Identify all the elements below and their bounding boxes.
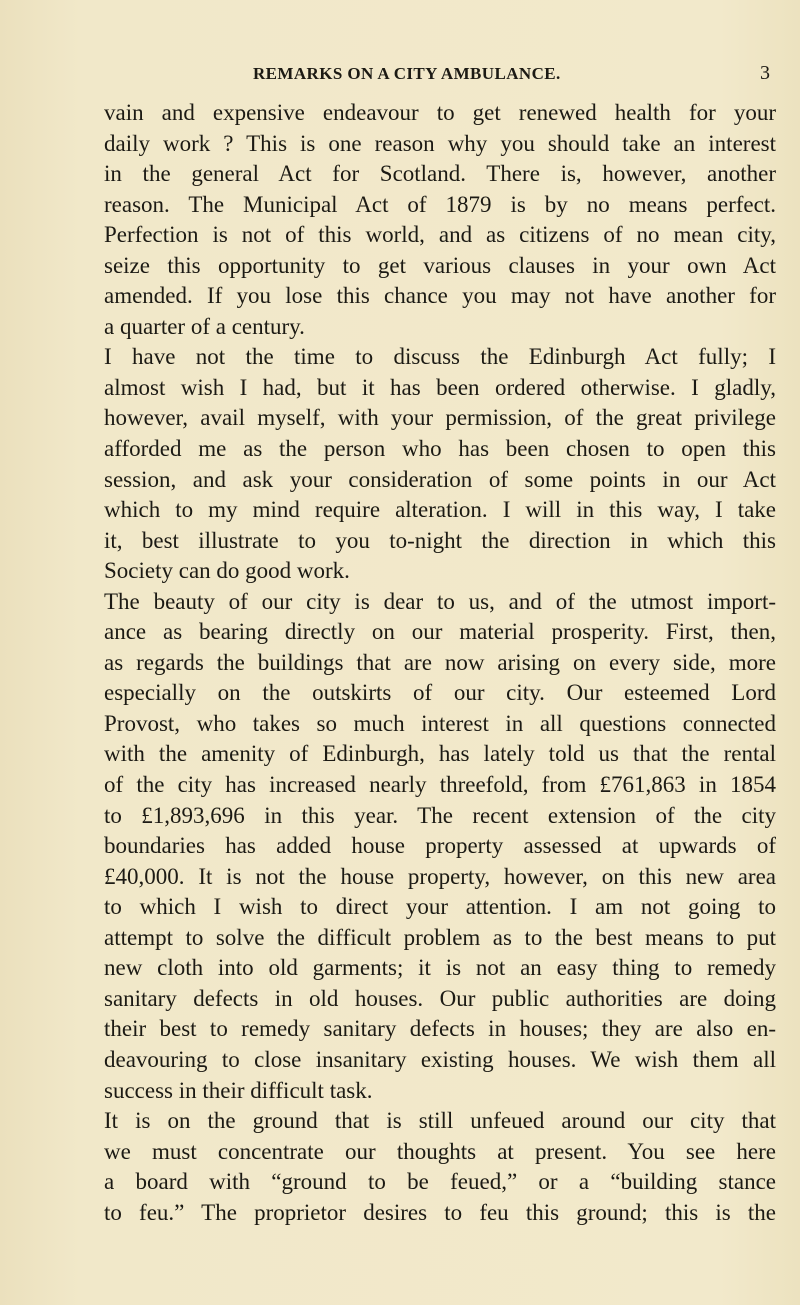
text-line: Provost, who takes so much interest in all questions connected — [104, 710, 776, 736]
text-line: seize this opportunity to get various clauses in your own Act — [104, 252, 776, 278]
running-title: REMARKS ON A CITY AMBULANCE. — [253, 64, 561, 83]
text-line: boundaries has added house property assessed at upwards of — [104, 833, 776, 859]
text-line: It is on the ground that is still unfeued around our city that — [104, 1108, 776, 1134]
running-head — [0, 64, 800, 88]
text-line: to £1,893,696 in this year. The recent extension of the city — [104, 802, 776, 828]
text-line: The beauty of our city is dear to us, and of the utmost import- — [104, 588, 776, 614]
text-line: I have not the time to discuss the Edinburgh Act fully; I — [104, 344, 776, 370]
body-text — [104, 98, 776, 1228]
text-line: deavouring to close insanitary existing houses. We wish them all — [104, 1046, 776, 1072]
text-line: sanitary defects in old houses. Our public authorities are doing — [104, 985, 776, 1011]
text-line: vain and expensive endeavour to get renewed health for your — [104, 100, 776, 125]
text-line: daily work ? This is one reason why you should take an interest — [104, 130, 776, 156]
text-line: to which I wish to direct your attention. I am not going to — [104, 894, 776, 920]
text-line: session, and ask your consideration of some points in our Act — [104, 466, 776, 492]
text-line: reason. The Municipal Act of 1879 is by no means perfect. — [104, 191, 776, 217]
text-line: which to my mind require alteration. I will in this way, I take — [104, 497, 776, 523]
text-line: amended. If you lose this chance you may not have another for — [104, 283, 776, 309]
text-line: especially on the outskirts of our city. Our esteemed Lord — [104, 680, 776, 706]
text-line: attempt to solve the difficult problem as to the best means to put — [104, 924, 776, 950]
text-line: we must concentrate our thoughts at present. You see here — [104, 1138, 776, 1164]
text-line: however, avail myself, with your permission, of the great privilege — [104, 405, 776, 431]
text-line: afforded me as the person who has been chosen to open this — [104, 436, 776, 462]
text-line: with the amenity of Edinburgh, has lately told us that the rental — [104, 741, 776, 767]
text-line: new cloth into old garments; it is not an easy thing to remedy — [104, 955, 776, 981]
text-line: success in their difficult task. — [104, 1077, 373, 1103]
text-line: it, best illustrate to you to-night the direction in which this — [104, 527, 776, 553]
text-line: £40,000. It is not the house property, however, on this new area — [104, 863, 776, 889]
page-number: 3 — [760, 62, 770, 84]
text-line: Society can do good work. — [104, 558, 350, 584]
text-line: to feu.” The proprietor desires to feu this ground; this is the — [104, 1199, 776, 1225]
text-line: of the city has increased nearly threefold, from £761,863 in 1854 — [104, 772, 776, 798]
text-line: Perfection is not of this world, and as citizens of no mean city, — [104, 222, 776, 248]
text-line: as regards the buildings that are now arising on every side, more — [104, 649, 776, 675]
text-line: almost wish I had, but it has been ordered otherwise. I gladly, — [104, 374, 776, 400]
text-line: a board with “ground to be feued,” or a “building stance — [104, 1169, 776, 1195]
text-line: a quarter of a century. — [104, 313, 305, 339]
text-line: in the general Act for Scotland. There is, however, another — [104, 161, 776, 187]
text-line: ance as bearing directly on our material prosperity. First, then, — [104, 619, 776, 645]
text-line: their best to remedy sanitary defects in houses; they are also en- — [104, 1016, 776, 1042]
